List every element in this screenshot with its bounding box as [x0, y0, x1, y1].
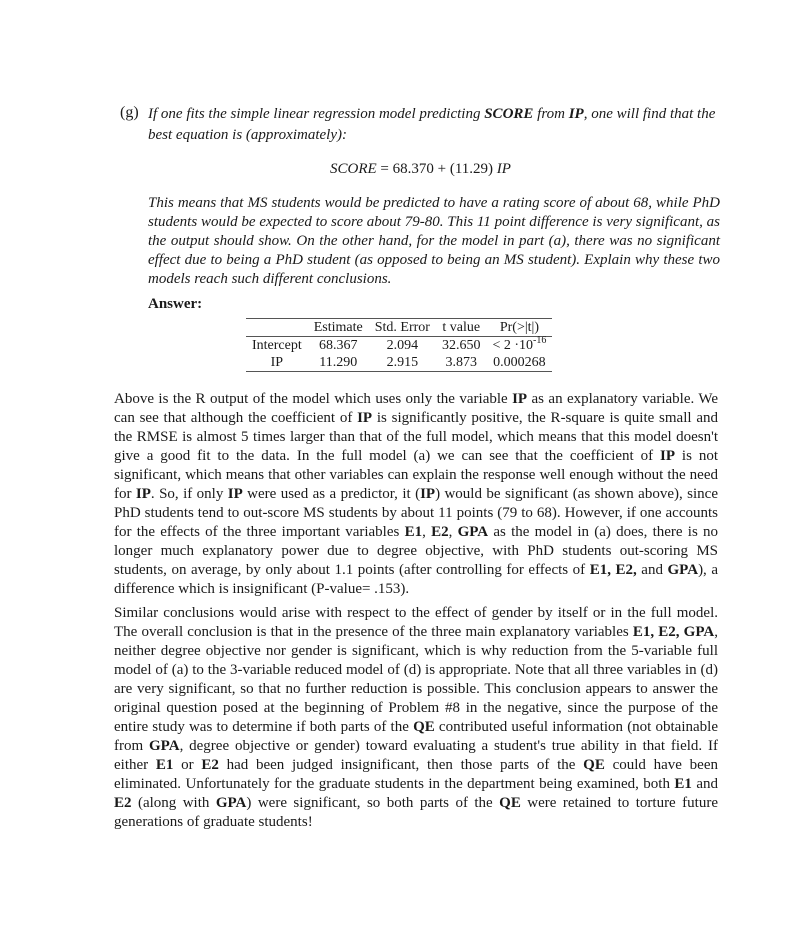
bold-term: E2 — [114, 795, 132, 811]
text-run: Similar conclusions would arise with respect to the effect of gender by itself or in the full model. The overall conclusion is that in the presence of the three main explanatory variables — [114, 605, 718, 640]
bold-term: E2 — [431, 524, 449, 540]
text-run: had been judged insignificant, then those parts of the — [218, 757, 584, 773]
problem-text: from — [533, 106, 569, 122]
text-run: , degree objective or gender) toward evaluating a student's true ability in that field. If either — [114, 738, 718, 773]
bold-term: QE — [583, 757, 605, 773]
bold-term: E2 — [201, 757, 219, 773]
table-cell: 0.000268 — [486, 354, 552, 372]
table-cell: 68.367 — [319, 338, 358, 353]
table-cell: IP — [246, 354, 308, 372]
problem-statement — [148, 104, 720, 146]
problem-label: (g) — [120, 104, 139, 121]
table-header-cell — [246, 319, 308, 337]
table-header-cell: Estimate — [308, 319, 369, 337]
text-run: ) would be significant (as shown above), since PhD students tend to out-score MS students by about 11 points (79 to 68). However, if one accounts for the effects of the three important variables — [114, 486, 718, 540]
text-run: Above is the R output of the model which uses only the variable — [114, 391, 513, 407]
regression-equation — [330, 161, 511, 178]
bold-term: E1 — [404, 524, 423, 540]
text-run: ), a difference which is insignificant (P-value= .153). — [114, 562, 719, 597]
bold-term: QE — [413, 719, 435, 735]
problem-text: , one will find that the best equation is (approximately): — [148, 106, 716, 143]
text-run: (along with — [131, 795, 216, 811]
text-run: is significantly positive, the R-square is quite small and the RMSE is almost 5 times larger than that of the full model, which means that this model doesn't give a good fit to the data. In the full model (a) we can see that the coefficient of — [114, 410, 718, 464]
problem-text: If one fits the simple linear regression model predicting — [148, 106, 485, 122]
bold-term: GPA — [667, 562, 699, 578]
p-value-base: < 2 ·10 — [492, 338, 534, 353]
equation-variable: IP — [496, 161, 511, 177]
table-header-row — [246, 319, 552, 337]
table-cell: Intercept — [252, 338, 302, 353]
table-cell: 2.094 — [386, 338, 419, 353]
text-run: . So, if only — [150, 486, 228, 502]
bold-term: IP — [512, 391, 528, 407]
text-run: were retained to torture future generations of graduate students! — [114, 795, 718, 830]
table-row — [246, 337, 552, 355]
table-cell: 11.290 — [308, 354, 369, 372]
equation-intercept: 68.370 — [392, 161, 434, 177]
bold-term: E1, E2, — [589, 562, 637, 578]
bold-term: E1, E2, GPA — [632, 624, 715, 640]
text-run: , neither degree objective nor gender is significant, which is why reduction from the 5-variable full model of (a) to the 3-variable reduced model of (d) is appropriate. Note that all three variables in (d) are very significant, so that no further reduction is possible. This conclusion appears to answer the original question posed at the beginning of Problem #8 in the negative, since the purpose of the entire study was to determine if both parts of the — [114, 624, 718, 735]
table-header-cell: t value — [436, 319, 487, 337]
text-run: as an explanatory variable. We can see that although the coefficient of — [114, 391, 718, 426]
bold-term: GPA — [149, 738, 180, 754]
equation-plus: + — [433, 161, 450, 177]
bold-term: GPA — [457, 524, 489, 540]
table-cell: 32.650 — [441, 338, 481, 353]
bold-term: IP — [420, 486, 436, 502]
text-run: contributed useful information (not obtainable from — [114, 719, 718, 754]
table-cell: 2.915 — [369, 354, 436, 372]
bold-term: E1 — [674, 776, 692, 792]
table-row — [246, 354, 552, 372]
ip-variable: IP — [568, 106, 584, 122]
bold-term: IP — [357, 410, 373, 426]
table-cell: 3.873 — [436, 354, 487, 372]
text-run: and — [691, 776, 718, 792]
table-header-cell: Pr(>|t|) — [486, 319, 552, 337]
answer-label: Answer: — [148, 296, 203, 312]
text-run: , — [448, 524, 458, 540]
p-value-exponent: -16 — [533, 335, 547, 346]
problem-g — [120, 104, 720, 146]
text-run: and — [636, 562, 668, 578]
text-run: ) were significant, so both parts of the — [246, 795, 500, 811]
bold-term: IP — [660, 448, 676, 464]
text-run: , — [422, 524, 432, 540]
bold-term: QE — [499, 795, 521, 811]
equation-lhs: SCORE — [330, 161, 377, 177]
bold-term: E1 — [155, 757, 174, 773]
answer-paragraph-1 — [114, 390, 718, 599]
coefficient-table — [246, 318, 552, 372]
question-paragraph: This means that MS students would be predicted to have a rating score of about 68, while PhD students would be expected to score about 79-80. This 11 point difference is very significant, as the output should show. On the other hand, for the model in part (a), there was no significant effect due to being a PhD student (as opposed to being an MS student). Explain why these two models reach such different conclusions. — [148, 195, 720, 287]
table-cell — [486, 337, 552, 355]
score-variable: SCORE — [484, 106, 534, 122]
equation-equals: = — [376, 161, 393, 177]
bold-term: GPA — [215, 795, 247, 811]
bold-term: IP — [227, 486, 243, 502]
bold-term: IP — [135, 486, 151, 502]
equation-slope: (11.29) — [449, 161, 494, 177]
text-run: could have been eliminated. Unfortunately for the graduate students in the department being examined, both — [114, 757, 718, 792]
text-run: or — [173, 757, 202, 773]
text-run: is not significant, which means that other variables can explain the response well enough without the need for — [114, 448, 718, 502]
text-run: were used as a predictor, it ( — [242, 486, 421, 502]
answer-paragraph-2 — [114, 604, 718, 832]
table-header-cell: Std. Error — [369, 319, 436, 337]
text-run: as the model in (a) does, there is no longer much explanatory power due to degree objective, with PhD students out-scoring MS students, on average, by only about 1.1 points (after controlling for effects of — [114, 524, 719, 578]
